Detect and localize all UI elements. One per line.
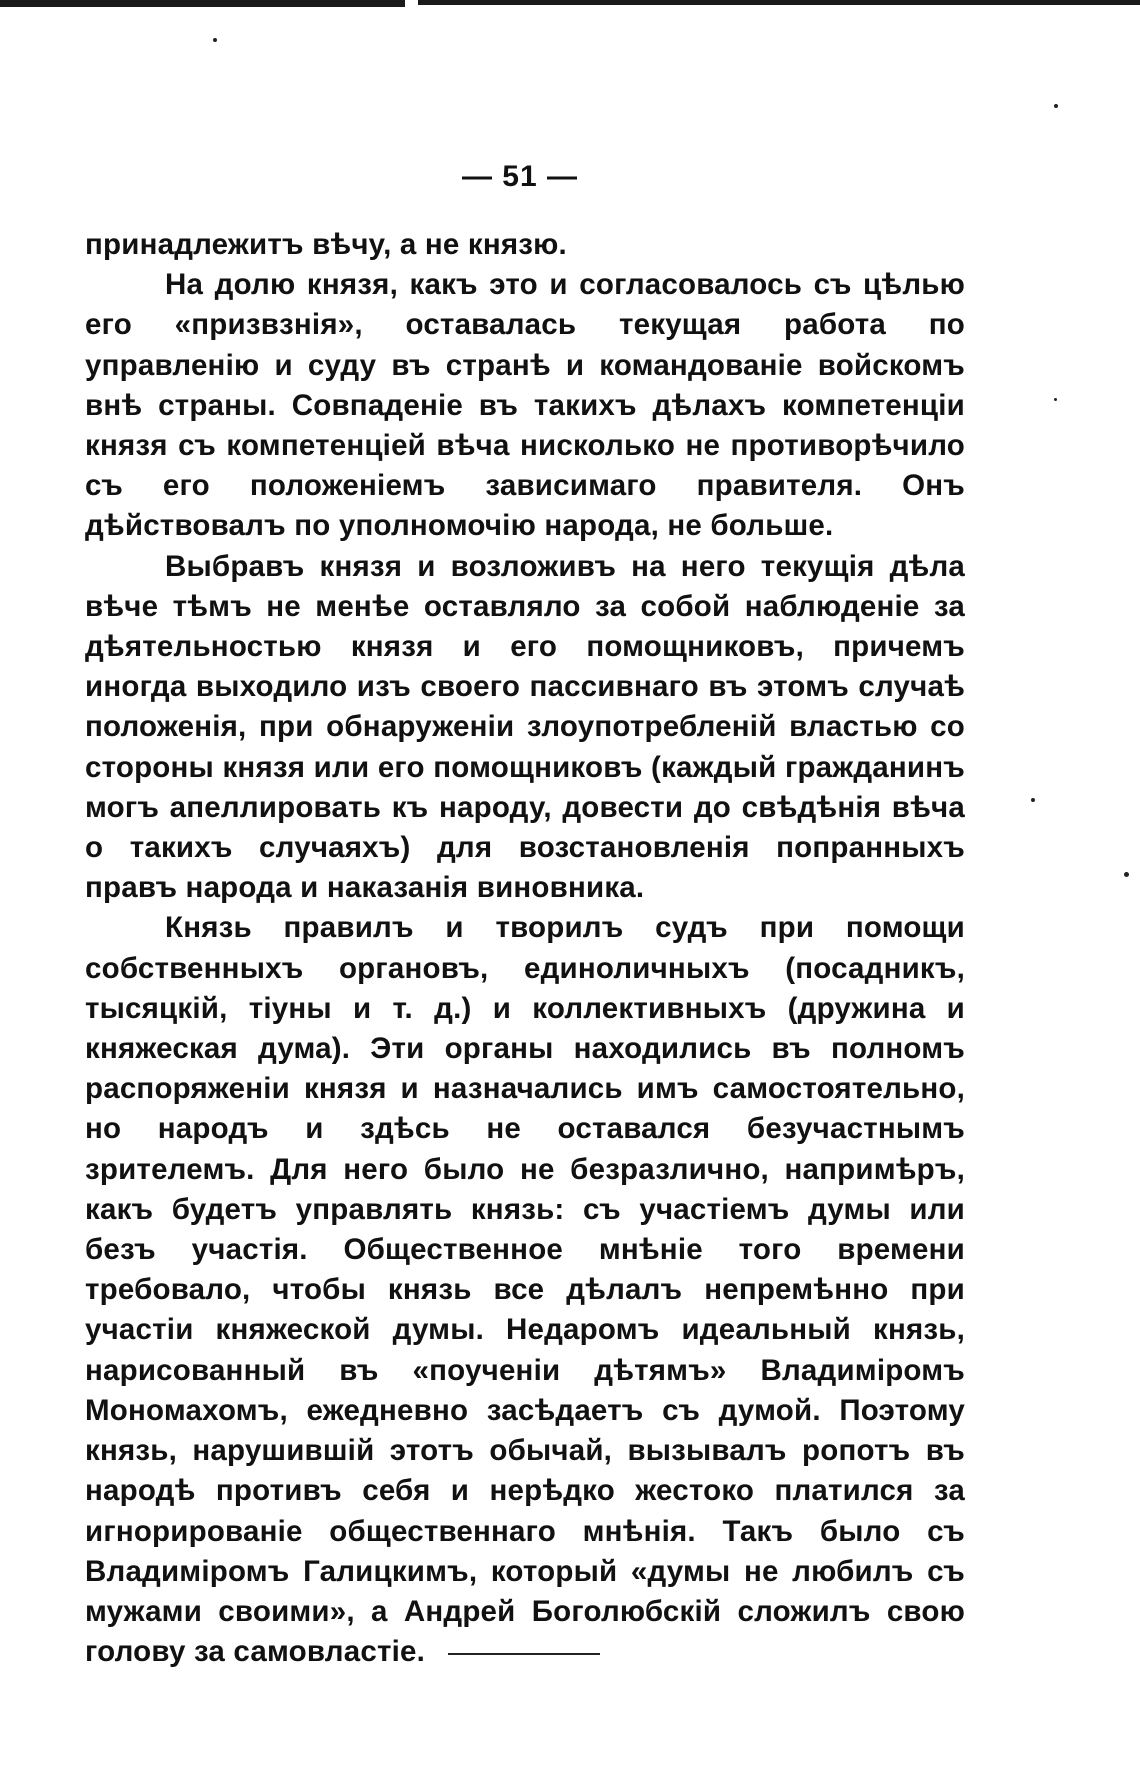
page-number: — 51 — [461,160,579,193]
print-speck [1124,872,1129,877]
body-text [85,225,965,1672]
top-border-rule-right [418,0,1140,5]
print-speck [1031,798,1035,802]
section-end-rule [448,1653,600,1655]
top-border-rule [0,0,405,7]
print-speck [1054,104,1058,108]
paragraph-continuation: принадлежитъ вѣчу, а не князю. [85,228,567,261]
paragraph: Выбравъ князя и возложивъ на него текущія дѣла вѣче тѣмъ не менѣе оставляло за собой наблюденіе за дѣятельностью князя и его помощниковъ, причемъ иногда выходило изъ своего пассивнаго въ этомъ случаѣ положенія, при обнаруженіи злоупотребленій властью со стороны князя или его помощниковъ (каждый гражданинъ могъ апеллировать къ народу, довести до свѣдѣнія вѣча о такихъ случаяхъ) для возстановленія попранныхъ правъ народа и наказанія виновника. [85,549,965,905]
paragraph: На долю князя, какъ это и согласовалось съ цѣлью его «призвзнія», оставалась текущая работа по управленію и суду въ странѣ и командованіе войскомъ внѣ страны. Совпаденіе въ такихъ дѣлахъ компетенціи князя съ компетенціей вѣча нисколько не противорѣчило съ его положеніемъ зависимаго правителя. Онъ дѣйствовалъ по уполномочію народа, не больше. [85,268,965,543]
paragraph: Князь правилъ и творилъ судъ при помощи собственныхъ органовъ, единоличныхъ (посадникъ, тысяцкій, тіуны и т. д.) и коллективныхъ (дружина и княжеская дума). Эти органы находились въ полномъ распоряженіи князя и назначались имъ самостоятельно, но народъ и здѣсь не оставался безучастнымъ зрителемъ. Для него было не безразлично, напримѣръ, какъ будетъ управлять князь: съ участіемъ думы или безъ участія. Общественное мнѣніе того времени требовало, чтобы князь все дѣлалъ непремѣнно при участіи княжеской думы. Недаромъ идеальный князь, нарисованный въ «поученіи дѣтямъ» Владиміромъ Мономахомъ, ежедневно засѣдаетъ съ думой. Поэтому князь, нарушившій этотъ обычай, вызывалъ ропотъ въ народѣ противъ себя и нерѣдко жестоко платился за игнорированіе общественнаго мнѣнія. Такъ было съ Владиміромъ Галицкимъ, который «думы не любилъ съ мужами своими», а Андрей Боголюбскій сложилъ свою голову за самовластіе. [85,911,965,1669]
print-speck [1054,398,1057,401]
print-speck [213,38,217,42]
